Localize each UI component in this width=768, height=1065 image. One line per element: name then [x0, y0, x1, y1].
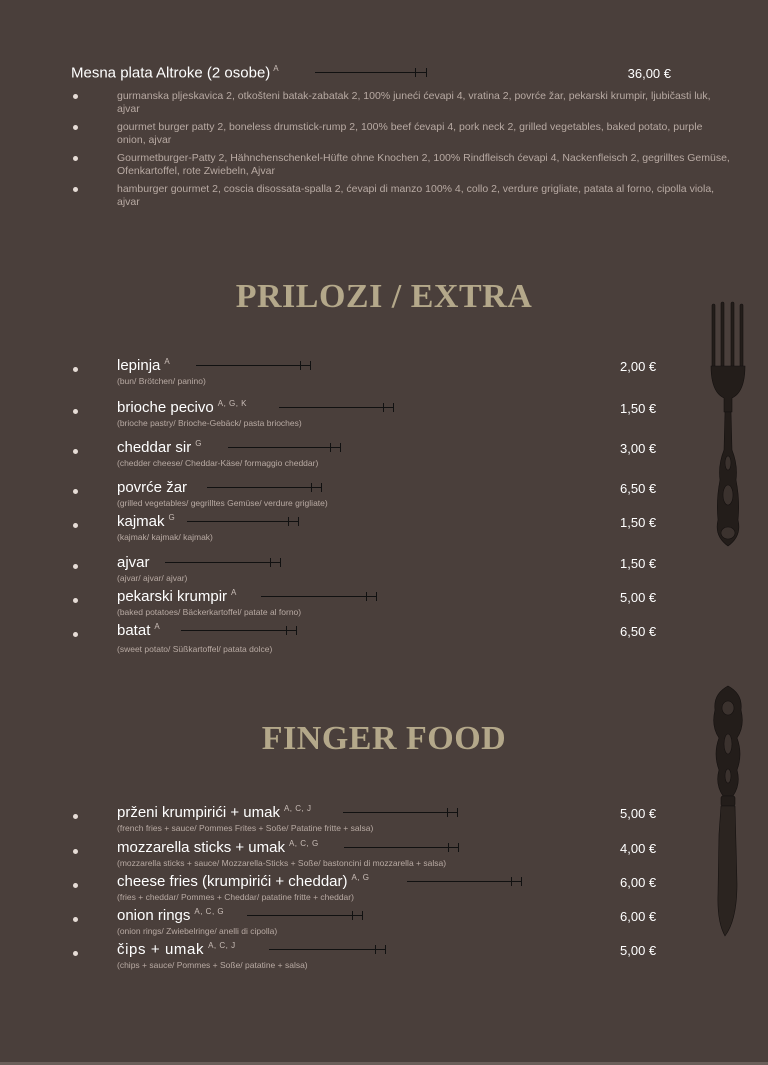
menu-item: [71, 907, 671, 941]
decorative-dash: [196, 365, 311, 366]
item-price: 4,00 €: [620, 841, 657, 856]
item-price: 5,00 €: [620, 943, 657, 958]
allergen-code: A, C, G: [194, 907, 225, 916]
item-name: kajmak $^G$: [117, 513, 176, 530]
item-translation: (chedder cheese/ Cheddar-Käse/ formaggio cheddar): [117, 458, 319, 468]
description-hr: gurmanska pljeskavica 2, otkošteni batak-zabatak 2, 100% juneći ćevapi 4, vratina 2, povrće žar, pekarski krumpir, ljubičasti luk, ajvar: [71, 90, 732, 116]
item-translation: (mozzarella sticks + sauce/ Mozzarella-Sticks + Soße/ bastoncini di mozzarella + salsa): [117, 858, 447, 868]
item-price: 6,50 €: [620, 624, 657, 639]
bullet: [73, 632, 78, 637]
item-price: 6,50 €: [620, 481, 657, 496]
item-name: cheese fries (krumpirići + cheddar) $^{A, G}$: [117, 873, 370, 890]
decorative-dash: [207, 487, 322, 488]
allergen-code: A: [164, 357, 171, 366]
section-title-finger-food: FINGER FOOD: [261, 720, 507, 757]
item-name: batat $^A$: [117, 622, 161, 639]
item-translation: (onion rings/ Zwiebelringe/ anelli di cipolla): [117, 926, 278, 936]
bullet: [73, 849, 78, 854]
item-price: 2,00 €: [620, 359, 657, 374]
bullet: [73, 489, 78, 494]
item-translation: (french fries + sauce/ Pommes Frites + Soße/ Patatine fritte + salsa): [117, 823, 374, 833]
item-name: onion rings $^{A, C, G}$: [117, 907, 225, 924]
item-name: čips + umak $^{A, C, J}$: [117, 941, 236, 958]
menu-item: [71, 839, 671, 873]
menu-item: [71, 941, 671, 975]
allergen-code: A, G, K: [217, 399, 248, 408]
item-name: lepinja $^A$: [117, 357, 171, 374]
decorative-dash: [269, 949, 386, 950]
allergen-code: A, G: [351, 873, 370, 882]
meat-platter-item: [71, 64, 730, 214]
item-price: 1,50 €: [620, 401, 657, 416]
menu-item: [71, 479, 671, 513]
bullet: [73, 523, 78, 528]
knife-icon: [707, 684, 749, 940]
item-name: pekarski krumpir $^A$: [117, 588, 237, 605]
menu-item: [71, 399, 671, 433]
decorative-dash: [187, 521, 299, 522]
allergen-code: A: [154, 622, 161, 631]
description-de: Gourmetburger-Patty 2, Hähnchenschenkel-Hüfte ohne Knochen 2, 100% Rindfleisch ćevapi 4, Nackenfleisch 2, gegrilltes Gemüse, Ofenkartoffel, rote Zwiebeln, Ajvar: [71, 152, 732, 178]
description-en: gourmet burger patty 2, boneless drumstick-rump 2, 100% beef ćevapi 4, pork neck 2, grilled vegetables, baked potato, purple onion, ajvar: [71, 121, 732, 147]
decorative-dash: [279, 407, 394, 408]
description-list: [71, 90, 730, 209]
description-it: hamburger gourmet 2, coscia disossata-spalla 2, ćevapi di manzo 100% 4, collo 2, verdure grigliate, patata al forno, cipolla viola, ajvar: [71, 183, 732, 209]
item-price: 6,00 €: [620, 909, 657, 924]
section-title-prilozi: PRILOZI / EXTRA: [235, 278, 533, 315]
allergen-code: G: [195, 439, 202, 448]
menu-item: [71, 357, 671, 391]
bullet: [73, 951, 78, 956]
item-translation: (fries + cheddar/ Pommes + Cheddar/ patatine fritte + cheddar): [117, 892, 354, 902]
decorative-dash: [343, 812, 458, 813]
bullet: [73, 564, 78, 569]
item-price: 36,00 €: [627, 66, 671, 81]
bullet: [73, 367, 78, 372]
item-price: 1,50 €: [620, 515, 657, 530]
menu-item: [71, 588, 671, 622]
menu-item: [71, 554, 671, 588]
decorative-dash: [181, 630, 297, 631]
item-price: 5,00 €: [620, 590, 657, 605]
menu-item: [71, 439, 671, 473]
item-name: ajvar: [117, 554, 150, 571]
allergen-code: G: [168, 513, 176, 522]
item-translation: (ajvar/ ajvar/ ajvar): [117, 573, 188, 583]
decorative-dash: [261, 596, 377, 597]
item-price: 5,00 €: [620, 806, 657, 821]
item-name: brioche pecivo $^{A, G, K}$: [117, 399, 248, 416]
item-title: Mesna plata Altroke (2 osobe): [71, 64, 271, 82]
allergen-code: A, C, J: [208, 941, 236, 950]
bullet: [73, 449, 78, 454]
decorative-dash: [344, 847, 459, 848]
bullet: [73, 598, 78, 603]
allergen-code: A: [273, 64, 279, 73]
allergen-code: A: [231, 588, 237, 597]
decorative-dash: [407, 881, 522, 882]
item-translation: (sweet potato/ Süßkartoffel/ patata dolce): [117, 644, 273, 654]
bullet: [73, 883, 78, 888]
decorative-dash: [315, 72, 427, 73]
bullet: [73, 917, 78, 922]
item-price: 3,00 €: [620, 441, 657, 456]
decorative-dash: [247, 915, 363, 916]
menu-item: [71, 873, 671, 907]
item-translation: (baked potatoes/ Bäckerkartoffel/ patate al forno): [117, 607, 302, 617]
decorative-dash: [228, 447, 341, 448]
item-translation: (brioche pastry/ Brioche-Gebäck/ pasta brioches): [117, 418, 302, 428]
item-price: 1,50 €: [620, 556, 657, 571]
item-translation: (bun/ Brötchen/ panino): [117, 376, 206, 386]
menu-item: [71, 804, 671, 838]
item-translation: (kajmak/ kajmak/ kajmak): [117, 532, 213, 542]
decorative-dash: [165, 562, 281, 563]
item-price: 6,00 €: [620, 875, 657, 890]
item-name: cheddar sir $^G$: [117, 439, 202, 456]
allergen-code: A, C, J: [283, 804, 312, 813]
allergen-code: A, C, G: [288, 839, 319, 848]
item-name: mozzarella sticks + umak $^{A, C, G}$: [117, 839, 319, 856]
item-translation: (grilled vegetables/ gegrilltes Gemüse/ verdure grigliate): [117, 498, 328, 508]
bullet: [73, 409, 78, 414]
menu-item: [71, 622, 671, 656]
item-translation: (chips + sauce/ Pommes + Soße/ patatine + salsa): [117, 960, 308, 970]
item-name: povrće žar: [117, 479, 188, 496]
item-name: prženi krumpirići + umak $^{A, C, J}$: [117, 804, 312, 821]
bullet: [73, 814, 78, 819]
fork-icon: [702, 300, 754, 550]
menu-item: [71, 513, 671, 547]
